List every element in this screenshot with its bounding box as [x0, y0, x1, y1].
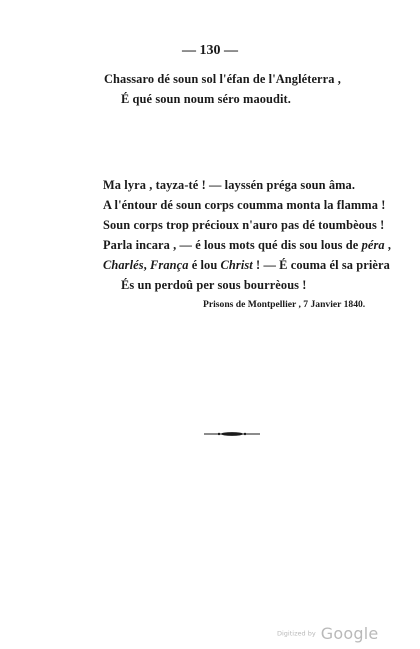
- verse-line: A l'éntour dé soun corps coumma monta la flamma !: [103, 198, 386, 212]
- verse-line: Soun corps trop précioux n'auro pas dé toumbèous !: [103, 218, 385, 232]
- digitized-watermark: [277, 623, 378, 643]
- verse-text: é lou: [188, 258, 221, 272]
- watermark-prefix: Digitized by: [277, 629, 316, 638]
- verse-line: [103, 258, 390, 273]
- page-number: — 130 —: [182, 43, 238, 58]
- verse-line: Chassaro dé soun sol l'éfan de l'Angléterra ,: [104, 72, 341, 86]
- verse-italic: Christ: [220, 258, 253, 272]
- verse-text: ,: [143, 258, 151, 272]
- google-logo: Google: [320, 624, 379, 643]
- verse-text: ! — É couma él sa prièra: [252, 258, 390, 272]
- ornament-rule-icon: [204, 431, 260, 437]
- verse-line: É qué soun noum séro maoudit.: [121, 92, 291, 106]
- verse-line: És un perdoû per sous bourrèous !: [121, 278, 307, 292]
- verse-text: ,: [384, 238, 392, 252]
- verse-italic: França: [150, 258, 189, 272]
- verse-italic: péra: [361, 238, 385, 252]
- verse-text: Parla incara , — é lous mots qué dis sou lous de: [103, 238, 362, 252]
- verse-italic: Charlés: [103, 258, 144, 272]
- verse-line: [103, 238, 391, 253]
- verse-line: Ma lyra , tayza-té ! — layssén préga soun âma.: [103, 178, 356, 192]
- signature-line: Prisons de Montpellier , 7 Janvier 1840.: [203, 299, 366, 310]
